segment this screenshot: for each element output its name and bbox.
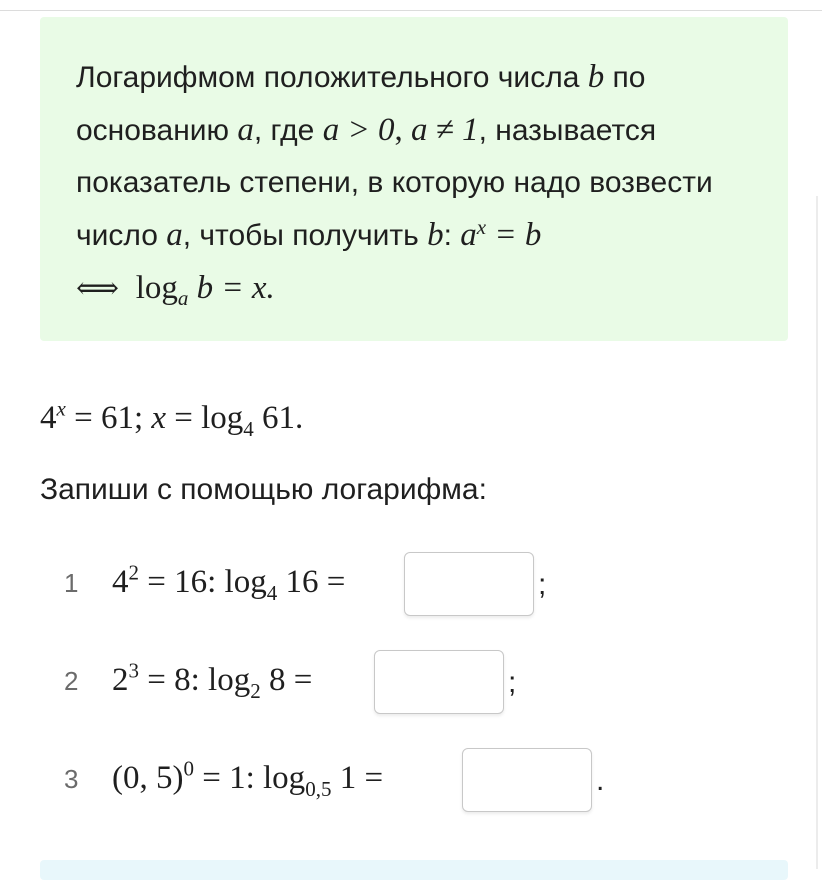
task-log-base: 0,5 — [305, 776, 332, 801]
power-exponent: x — [476, 215, 487, 239]
condition-positive: a > 0 — [322, 112, 395, 148]
theory-text-5: , чтобы получить — [182, 219, 428, 252]
log-equation-rest: b = x. — [188, 270, 275, 306]
theory-definition — [76, 51, 766, 315]
power-equals-b: = b — [486, 217, 542, 253]
var-a: a — [237, 112, 254, 148]
task-equation: = 8: log — [139, 662, 251, 698]
task-number: 1 — [64, 568, 79, 598]
task-base: (0, 5) — [112, 760, 184, 796]
task-number: 3 — [64, 764, 79, 794]
log-word: log — [135, 270, 178, 306]
task-punctuation: . — [596, 764, 605, 797]
task-base: 2 — [112, 662, 129, 698]
example-rest-2: = log — [166, 400, 244, 436]
var-b: b — [587, 59, 605, 95]
top-divider — [0, 10, 822, 11]
task-argument: 1 = — [331, 760, 384, 796]
task-exponent: 3 — [128, 658, 139, 683]
theory-card — [40, 17, 788, 341]
task-number: 2 — [64, 666, 79, 696]
task-punctuation: ; — [538, 568, 547, 601]
answer-input-2[interactable] — [374, 650, 504, 714]
example-log-base: 4 — [243, 416, 254, 441]
theory-text-2: по основанию — [76, 61, 646, 147]
condition-not-one: a ≠ 1 — [410, 112, 479, 148]
theory-text-4: , называется показатель степени, в которую надо возвести число — [76, 114, 713, 252]
condition-comma: , — [394, 112, 411, 148]
task-expression — [112, 756, 384, 801]
task-equation: = 16: log — [139, 564, 267, 600]
answer-input-3[interactable] — [462, 748, 592, 812]
var-b-2: b — [427, 217, 444, 253]
task-log-base: 4 — [266, 580, 278, 605]
task-argument: 8 = — [260, 662, 313, 698]
log-base: a — [177, 286, 189, 310]
example-exponent: x — [56, 396, 66, 421]
theory-text-1: Логарифмом положительного числа — [76, 61, 588, 94]
task-exponent: 2 — [128, 560, 139, 585]
next-card-edge — [40, 860, 788, 880]
theory-text-3: , где — [253, 114, 323, 147]
example-x: x — [151, 400, 167, 436]
example-base: 4 — [40, 400, 57, 436]
answer-input-1[interactable] — [404, 552, 534, 616]
task-argument: 16 = — [277, 564, 346, 600]
theory-colon: : — [443, 219, 461, 252]
task-base: 4 — [112, 564, 129, 600]
task-equation: = 1: log — [193, 760, 306, 796]
task-log-base: 2 — [250, 678, 261, 703]
example-rest-3: 61. — [253, 400, 304, 436]
var-a-2: a — [166, 217, 183, 253]
example-equation — [40, 396, 304, 441]
example-rest-1: = 61; — [65, 400, 152, 436]
task-exponent: 0 — [183, 756, 194, 781]
task-punctuation: ; — [508, 666, 517, 699]
power-base: a — [460, 217, 477, 253]
task-expression — [112, 658, 313, 703]
equivalence-arrow: ⟺ — [76, 271, 120, 306]
scrollbar-track[interactable] — [816, 196, 818, 869]
task-instruction: Запиши с помощью логарифма: — [40, 473, 487, 506]
task-expression — [112, 560, 346, 605]
